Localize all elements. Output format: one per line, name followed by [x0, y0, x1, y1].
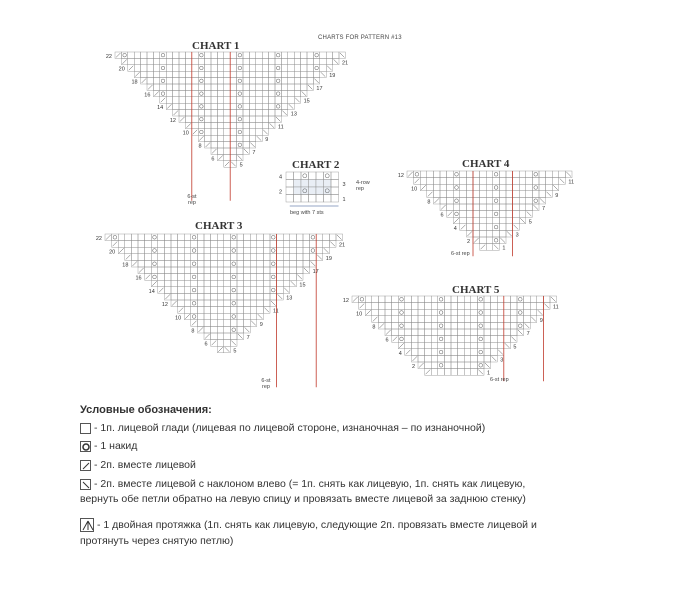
chart4-row-label: 6	[440, 212, 444, 219]
chart5-row-label: 12	[342, 298, 349, 305]
legend-item-yarn-over: - 1 накид	[80, 439, 137, 453]
chart4-row-label: 12	[397, 173, 404, 180]
chart1-row-label: 19	[329, 73, 336, 80]
chart1-row-label: 22	[105, 53, 112, 60]
chart2-title: CHART 2	[292, 159, 340, 171]
chart1-row-label: 16	[144, 92, 151, 99]
chart1-row-label: 13	[290, 111, 297, 118]
chart5-row-label: 9	[539, 317, 543, 324]
chart1-row-label: 14	[157, 105, 164, 112]
legend-item-ssk: - 2п. вместе лицевой с наклоном влево (= 1п. снять как лицевую, 1п. снять как лицевую,	[80, 477, 525, 491]
chart1-row-label: 11	[278, 124, 284, 131]
chart4-row-label: 1	[502, 245, 506, 252]
chart1-row-label: 8	[198, 143, 202, 150]
chart5-row-label: 10	[356, 311, 363, 318]
chart5-row-label: 5	[513, 344, 517, 351]
chart3-row-label: 5	[233, 348, 237, 355]
chart4-row-label: 8	[427, 199, 431, 206]
chart4-row-label: 5	[528, 219, 532, 226]
chart1-repeat-label: 6-st rep	[187, 194, 197, 206]
chart2-row-label: 4	[278, 174, 282, 181]
chart4-repeat-label: 6-st rep	[451, 251, 470, 257]
chart3-row-label: 11	[273, 308, 279, 315]
pattern-title: CHARTS FOR PATTERN #13	[318, 35, 402, 41]
chart4-row-label: 10	[411, 186, 418, 193]
chart3-row-label: 14	[148, 288, 155, 295]
chart5-row-label: 8	[372, 324, 376, 331]
chart4-title: CHART 4	[462, 158, 510, 170]
chart1-row-label: 6	[211, 156, 215, 163]
chart1-row-label: 18	[131, 79, 138, 86]
chart3-row-label: 20	[109, 249, 116, 256]
chart3-grid	[85, 232, 363, 397]
chart4-row-label: 11	[568, 179, 575, 186]
chart1-row-label: 20	[118, 66, 125, 73]
chart2-repeat-label: 4-row rep	[356, 180, 370, 192]
chart5-row-label: 7	[526, 331, 530, 338]
chart5-row-label: 4	[398, 350, 402, 357]
chart1-row-label: 12	[169, 117, 176, 124]
chart3-row-label: 22	[95, 236, 102, 243]
chart4-row-label: 4	[453, 225, 457, 232]
chart1-row-label: 7	[252, 149, 256, 156]
k2tog-icon	[80, 460, 91, 471]
chart1-row-label: 15	[303, 98, 310, 105]
chart3-row-label: 17	[312, 269, 319, 276]
legend-item-double-decrease-cont: протянуть через снятую петлю)	[80, 535, 234, 547]
chart1-row-label: 10	[182, 130, 189, 137]
chart3-row-label: 6	[204, 341, 208, 348]
yarn-over-circle-icon	[80, 441, 91, 452]
chart1-title: CHART 1	[192, 40, 240, 52]
chart3-row-label: 8	[191, 328, 195, 335]
chart4-row-label: 9	[555, 192, 559, 199]
chart5-grid	[332, 292, 582, 392]
chart3-row-label: 18	[122, 262, 129, 269]
chart4-grid	[385, 165, 585, 260]
legend-item-ssk-cont: вернуть обе петли обратно на левую спицу и провязать вместе лицевой за заднюю стенку)	[80, 493, 526, 505]
chart5-title: CHART 5	[452, 284, 500, 296]
chart1-row-label: 21	[342, 60, 349, 67]
chart3-row-label: 16	[135, 275, 142, 282]
chart2-beg-label: beg with 7 sts	[290, 210, 324, 216]
chart4-row-label: 2	[466, 239, 470, 246]
legend-item-k2tog: - 2п. вместе лицевой	[80, 458, 196, 472]
chart1-row-label: 17	[316, 85, 323, 92]
chart4-row-label: 7	[542, 206, 546, 213]
double-decrease-icon	[80, 518, 94, 532]
chart3-row-label: 7	[246, 335, 250, 342]
ssk-icon	[80, 479, 91, 490]
chart3-row-label: 12	[161, 302, 168, 309]
chart5-row-label: 2	[411, 364, 415, 371]
chart2-row-label: 2	[278, 189, 282, 196]
chart5-row-label: 1	[487, 370, 491, 377]
legend-item-knit: - 1п. лицевой глади (лицевая по лицевой стороне, изнаночная – по изнаночной)	[80, 421, 485, 435]
legend-item-double-decrease: - 1 двойная протяжка (1п. снять как лицевую, следующие 2п. провязать вместе лицевой и	[80, 518, 537, 532]
chart3-row-label: 15	[299, 282, 306, 289]
legend-title: Условные обозначения:	[80, 404, 212, 416]
chart4-row-label: 3	[515, 232, 519, 239]
chart1-row-label: 9	[265, 137, 269, 144]
chart4-cells	[407, 171, 575, 250]
chart3-row-label: 10	[175, 315, 182, 322]
chart3-repeat-label: 6-st rep	[261, 378, 271, 390]
chart3-row-label: 9	[259, 321, 263, 328]
chart3-title: CHART 3	[195, 220, 243, 232]
chart5-repeat-label: 6-st rep	[490, 377, 509, 383]
chart5-row-label: 11	[553, 304, 559, 311]
chart1-row-label: 5	[239, 162, 243, 169]
chart3-row-label: 21	[339, 242, 346, 249]
chart2-row-label: 3	[342, 182, 346, 188]
chart5-row-label: 6	[385, 337, 389, 344]
chart2-row-label: 1	[342, 197, 346, 203]
empty-square-icon	[80, 423, 91, 434]
chart3-row-label: 13	[286, 295, 293, 302]
chart5-row-label: 3	[500, 357, 504, 364]
chart3-row-label: 19	[325, 255, 332, 262]
